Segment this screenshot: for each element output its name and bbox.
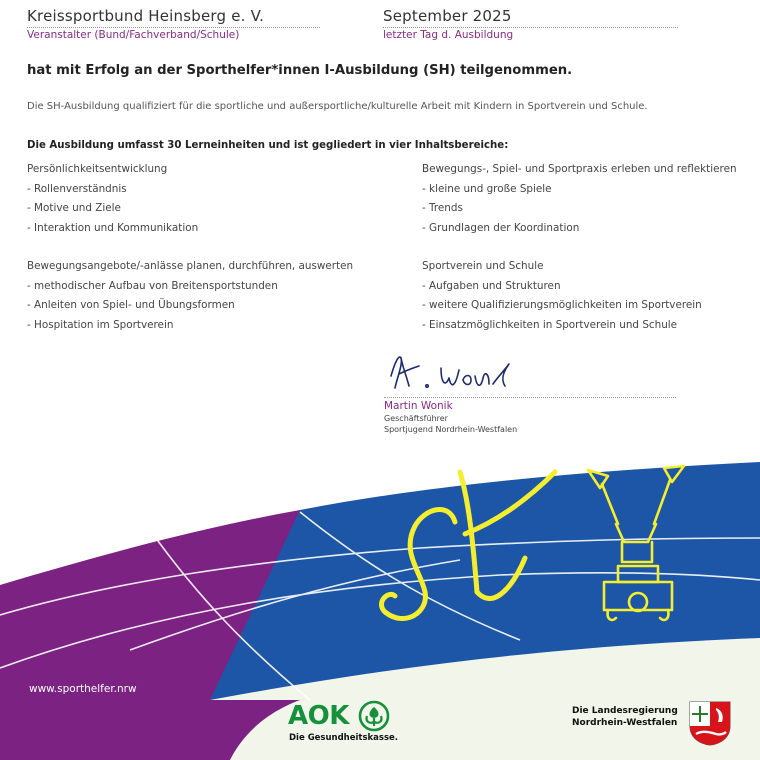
nrw-line-1: Die Landesregierung: [572, 706, 678, 716]
aok-tagline: Die Gesundheitskasse.: [289, 733, 399, 743]
content-heading: Die Ausbildung umfasst 30 Lerneinheiten und ist gegliedert in vier Inhaltsbereiche:: [27, 140, 509, 151]
nrw-coat-of-arms-icon: [688, 700, 732, 746]
date-value: September 2025: [383, 7, 512, 25]
nrw-government-text: [572, 705, 678, 729]
area-item: - Interaktion und Kommunikation: [27, 221, 199, 234]
intro-text: Die SH-Ausbildung qualifiziert für die sportliche und außersportliche/kulturelle Arbeit mit Kindern in Sportverein und Schule.: [27, 101, 648, 112]
area-item: - Hospitation im Sportverein: [27, 318, 174, 331]
area-item: - Motive und Ziele: [27, 202, 121, 214]
area-title: Bewegungs-, Spiel- und Sportpraxis erleben und reflektieren: [422, 163, 737, 175]
area-item: - Einsatzmöglichkeiten in Sportverein und Schule: [422, 318, 678, 331]
website-link[interactable]: www.sporthelfer.nrw: [29, 683, 137, 695]
signatory-organization: Sportjugend Nordrhein-Westfalen: [384, 425, 518, 434]
headline: hat mit Erfolg an der Sporthelfer*innen I-Ausbildung (SH) teilgenommen.: [27, 63, 573, 78]
area-item: - methodischer Aufbau von Breitensportstunden: [27, 279, 278, 292]
area-item: - Grundlagen der Koordination: [422, 221, 580, 234]
area-item: - weitere Qualifizierungsmöglichkeiten im Sportverein: [422, 299, 702, 311]
area-title: Persönlichkeitsentwicklung: [27, 163, 168, 175]
area-item: - Aufgaben und Strukturen: [422, 279, 561, 292]
organizer-value: Kreissportbund Heinsberg e. V.: [27, 7, 265, 25]
aok-tree-icon: [358, 700, 390, 732]
area-title: Sportverein und Schule: [422, 260, 544, 272]
nrw-line-2: Nordrhein-Westfalen: [572, 718, 678, 728]
sh-logo-icon: [365, 462, 565, 642]
area-item: - kleine und große Spiele: [422, 182, 552, 195]
organizer-caption: Veranstalter (Bund/Fachverband/Schule): [27, 29, 240, 41]
area-item: - Rollenverständnis: [27, 182, 127, 195]
date-caption: letzter Tag d. Ausbildung: [383, 29, 514, 41]
signatory-role: Geschäftsführer: [384, 414, 448, 423]
area-item: - Anleiten von Spiel- und Übungsformen: [27, 299, 235, 311]
area-item: - Trends: [422, 202, 463, 214]
sporthelfer-figure-icon: [568, 462, 693, 632]
area-title: Bewegungsangebote/-anlässe planen, durchführen, auswerten: [27, 260, 354, 272]
signatory-name: Martin Wonik: [384, 400, 453, 412]
aok-logo: AOK: [288, 701, 349, 731]
